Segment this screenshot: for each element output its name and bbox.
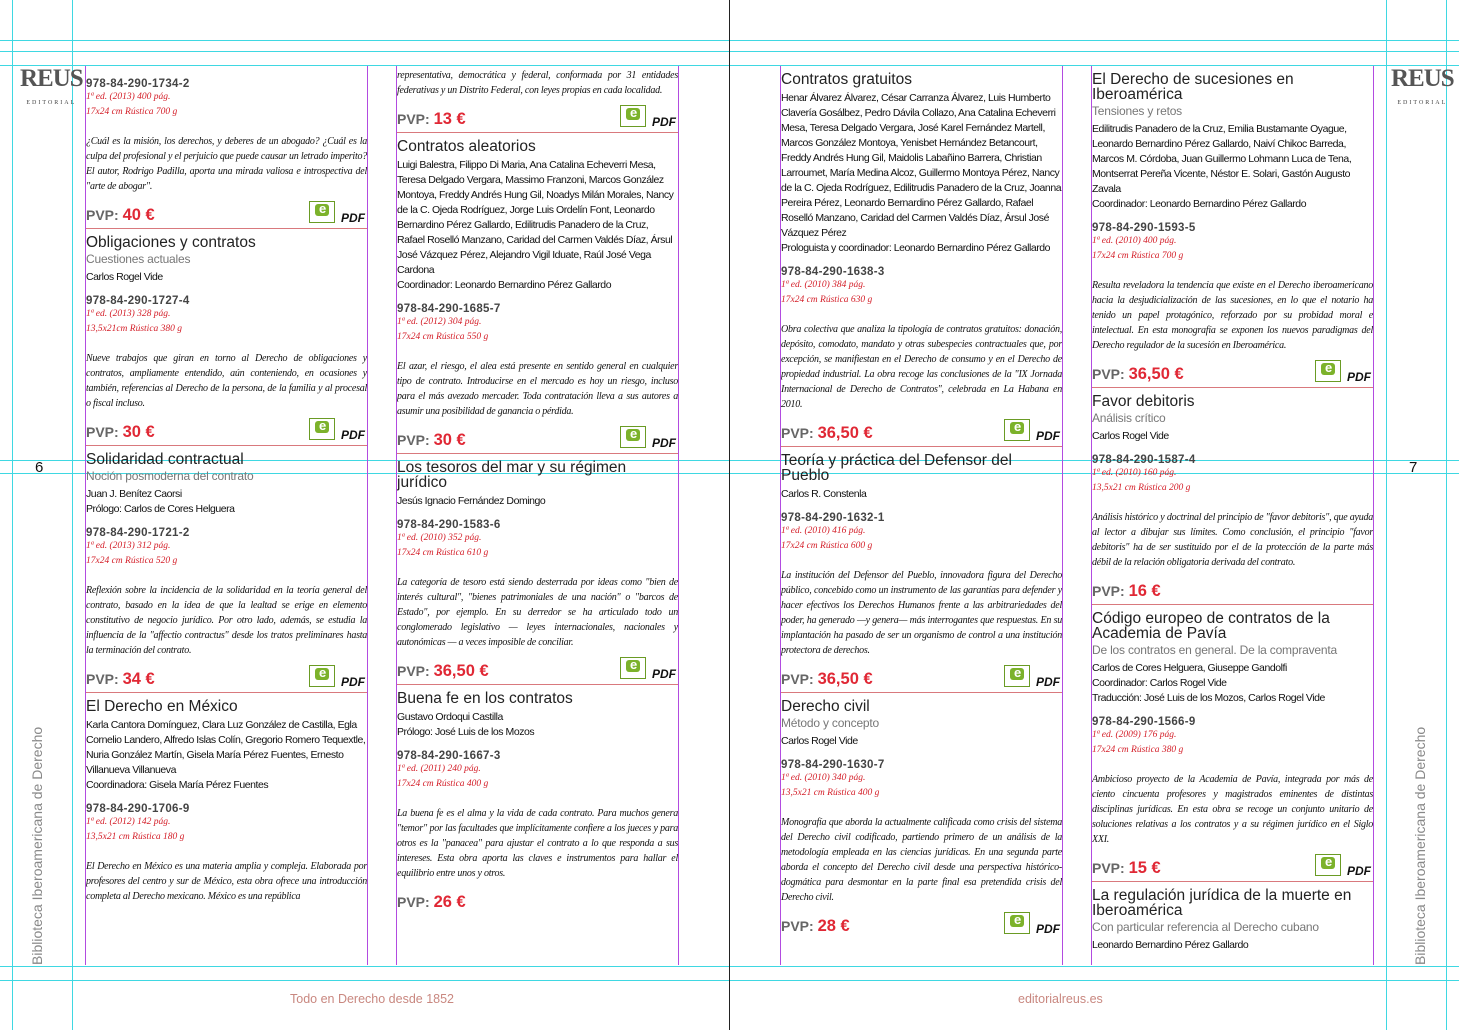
- pvp-label: PVP:: [397, 894, 430, 910]
- book-description: Nueve trabajos que giran en torno al Derecho de obligaciones y contratos, ampliamente entendido, aún conteniendo, en ocasiones y también, referencias al Derecho de la persona, de la familia y al procesal o fiscal incluso.: [86, 353, 367, 409]
- book-entry: [1092, 66, 1373, 388]
- book-title: La regulación jurídica de la muerte en Iberoamérica: [1092, 887, 1352, 919]
- author-line: Gustavo Ordoqui Castilla: [397, 711, 503, 723]
- price-label: [397, 431, 466, 450]
- pdf-label[interactable]: PDF: [1036, 675, 1060, 689]
- book-format: 17x24 cm Rústica 380 g: [1092, 745, 1184, 755]
- book-format: 13,5x21 cm Rústica 400 g: [781, 788, 880, 798]
- book-entry: [397, 685, 678, 915]
- book-authors: [1092, 938, 1373, 953]
- price-value: 36,50 €: [1128, 365, 1184, 383]
- book-entry: [86, 66, 367, 229]
- price-label: [781, 424, 873, 443]
- book-authors: [1092, 122, 1373, 212]
- price-label: [397, 662, 489, 681]
- book-entry: [397, 133, 678, 454]
- guide-line: [1446, 0, 1447, 1030]
- side-text-left: Biblioteca Iberoamericana de Derecho: [29, 726, 45, 965]
- price-value: 34 €: [122, 670, 155, 688]
- book-format: 13,5x21 cm Rústica 180 g: [86, 832, 185, 842]
- book-subtitle: De los contratos en general. De la compraventa: [1092, 643, 1337, 657]
- author-line: Juan J. Benítez Caorsi: [86, 488, 182, 500]
- book-isbn: 978-84-290-1734-2: [86, 78, 190, 90]
- book-isbn: 978-84-290-1593-5: [1092, 222, 1196, 234]
- price-row: [1092, 361, 1373, 387]
- book-subtitle: Método y concepto: [781, 716, 879, 730]
- book-authors: [1092, 429, 1373, 444]
- guide-line: [72, 0, 73, 1030]
- guide-line: [1386, 0, 1387, 1030]
- author-line: Carlos Rogel Vide: [1092, 430, 1169, 442]
- author-line: Coordinador: Leonardo Bernardino Pérez Gallardo: [397, 279, 612, 291]
- book-description: La buena fe es el alma y la vida de cada contrato. Para muchos genera "temor" por las facultades que implícitamente confiere a los jueces y para otros es la "panacea" para ajustar el contrato a lo que responda a sus intereses. Esta obra aporta las claves e instrumentos para hallar el equilibrio entre unos y otros.: [397, 808, 678, 879]
- price-value: 30 €: [433, 431, 466, 449]
- pvp-label: PVP:: [1092, 860, 1125, 876]
- book-description: El azar, el riesgo, el alea está presente en sentido general en cualquier tipo de contrato. Introducirse en el mercado es hoy un riesgo, incluso para el más avezado mercader. Toda contratación lleva a sus autores a asumir una posibilidad de ganancia o pérdida.: [397, 361, 678, 417]
- book-format: 13,5x21cm Rústica 380 g: [86, 324, 183, 334]
- price-row: [397, 106, 678, 132]
- book-description: El Derecho en México es una materia amplia y compleja. Elaborada por profesores del centro y sur de México, esta obra ofrece una introducción completa al Derecho mexicano. México es una república: [86, 861, 367, 902]
- book-authors: [397, 494, 678, 509]
- book-edition: 1ª ed. (2009) 176 pág.: [1092, 730, 1177, 740]
- pvp-label: PVP:: [86, 207, 119, 223]
- price-label: [1092, 582, 1161, 601]
- price-row: [781, 420, 1062, 446]
- author-line: Carlos R. Constenla: [781, 488, 867, 500]
- book-edition: 1ª ed. (2010) 416 pág.: [781, 526, 866, 536]
- book-entry: [86, 446, 367, 693]
- catalog-column: [85, 66, 368, 965]
- book-isbn: 978-84-290-1706-9: [86, 803, 190, 815]
- price-label: [86, 423, 155, 442]
- book-entry: [781, 693, 1062, 939]
- book-edition: 1ª ed. (2010) 352 pág.: [397, 533, 482, 543]
- price-row: [781, 913, 1062, 939]
- book-authors: [781, 487, 1062, 502]
- book-title: Favor debitoris: [1092, 393, 1195, 410]
- book-authors: [86, 718, 367, 793]
- book-isbn: 978-84-290-1727-4: [86, 295, 190, 307]
- pvp-label: PVP:: [397, 111, 430, 127]
- book-subtitle: Cuestiones actuales: [86, 252, 191, 266]
- book-edition: 1ª ed. (2011) 240 pág.: [397, 764, 481, 774]
- author-line: Carlos Rogel Vide: [86, 271, 163, 283]
- book-format: 17x24 cm Rústica 520 g: [86, 556, 178, 566]
- book-description: La institución del Defensor del Pueblo, innovadora figura del Derecho público, concebido como un instrumento de las garantías para defender y hacer efectivos los Derechos Humanos frente a las arbitrariedades del poder, ha generado —y genera— más interrogantes que respuestas. En su implantación ha pasado de ser un organismo de control a una institución protectora de derechos.: [781, 570, 1062, 656]
- book-isbn: 978-84-290-1667-3: [397, 750, 501, 762]
- price-value: 36,50 €: [817, 424, 873, 442]
- book-isbn: 978-84-290-1685-7: [397, 303, 501, 315]
- book-isbn: 978-84-290-1721-2: [86, 527, 190, 539]
- book-isbn: 978-84-290-1630-7: [781, 759, 885, 771]
- book-entry: [781, 66, 1062, 447]
- book-authors: [86, 487, 367, 517]
- book-entry: [397, 454, 678, 685]
- book-title: Contratos aleatorios: [397, 138, 536, 155]
- book-title: El Derecho de sucesiones en Iberoamérica: [1092, 71, 1294, 103]
- book-authors: [1092, 661, 1373, 706]
- pvp-label: PVP:: [781, 425, 814, 441]
- price-label: [1092, 859, 1161, 878]
- ebook-icon[interactable]: [309, 665, 335, 687]
- book-entry: [1092, 882, 1373, 953]
- book-subtitle: Con particular referencia al Derecho cubano: [1092, 920, 1319, 934]
- book-isbn: 978-84-290-1632-1: [781, 512, 885, 524]
- price-label: [781, 670, 873, 689]
- author-line: Leonardo Bernardino Pérez Gallardo: [1092, 939, 1249, 951]
- price-value: 16 €: [1128, 582, 1161, 600]
- book-entry: [781, 447, 1062, 693]
- price-value: 36,50 €: [433, 662, 489, 680]
- book-isbn: 978-84-290-1583-6: [397, 519, 501, 531]
- ebook-icon[interactable]: [1004, 665, 1030, 687]
- book-entry: [1092, 388, 1373, 605]
- author-line: Henar Álvarez Álvarez, César Carranza Álvarez, Luis Humberto Clavería Gosálbez, Pedro Dávila Collazo, Ana Catalina Echeverri Mesa, Teresa Delgado Vergara, José Karel Fernández Martell, Marcos González Montoya, Yenisbet Hernández Betancourt, Freddy Andrés Hung Gil, Maidolis Labañino Barrera, Christian Larroumet, María Medina Alcoz, Guillermo Montoya Pérez, Nancy de la C. Ojeda Rodríguez, Edilitrudis Panadero de la Cruz, Joanna Pereira Pérez, Leonardo Bernardino Pérez Gallardo, Rafael Roselló Manzano, Caridad del Carmen Valdés Díaz, Ársul José Vázquez Pérez: [781, 92, 1062, 239]
- pdf-label[interactable]: PDF: [1347, 864, 1371, 878]
- book-title: Solidaridad contractual: [86, 451, 244, 468]
- page-number-right: 7: [1409, 459, 1418, 476]
- author-line: Coordinadora: Gisela María Pérez Fuentes: [86, 779, 269, 791]
- book-entry: [86, 229, 367, 446]
- book-description: Reflexión sobre la incidencia de la solidaridad en la teoría general del contrato, basado en la idea de que la lealtad se erige en elemento constitutivo de negocio jurídico. Por otro lado, además, se estudia la influencia de la "affectio contractus" desde los tratos preliminares hasta la terminación del contrato.: [86, 585, 367, 656]
- guide-line: [12, 0, 13, 1030]
- price-value: 28 €: [817, 917, 850, 935]
- price-row: [397, 889, 678, 915]
- book-format: 17x24 cm Rústica 400 g: [397, 779, 489, 789]
- book-edition: 1ª ed. (2010) 340 pág.: [781, 773, 866, 783]
- pdf-label[interactable]: PDF: [652, 436, 676, 450]
- book-description: Resulta reveladora la tendencia que existe en el Derecho iberoamericano hacia la desjudicialización de las sucesiones, en lo que el notario ha tenido un papel protagónico, reforzado por su probidad moral e intelectual. En esta monografía se exponen los nuevos paradigmas del Derecho regulador de la sucesión en Iberoamérica.: [1092, 280, 1373, 351]
- author-line: Coordinador: Carlos Rogel Vide: [1092, 677, 1227, 689]
- book-format: 17x24 cm Rústica 600 g: [781, 541, 873, 551]
- pdf-label[interactable]: PDF: [341, 211, 365, 225]
- book-format: 17x24 cm Rústica 700 g: [86, 107, 178, 117]
- footer-website[interactable]: editorialreus.es: [1018, 992, 1103, 1006]
- pdf-label[interactable]: PDF: [652, 115, 676, 129]
- book-edition: 1ª ed. (2010) 400 pág.: [1092, 236, 1177, 246]
- book-title: Código europeo de contratos de la Academia de Pavía: [1092, 610, 1330, 642]
- author-line: Prólogo: Carlos de Cores Helguera: [86, 503, 235, 515]
- pvp-label: PVP:: [781, 671, 814, 687]
- price-value: 40 €: [122, 206, 155, 224]
- ebook-icon[interactable]: [1315, 854, 1341, 876]
- pdf-label[interactable]: PDF: [1036, 922, 1060, 936]
- book-edition: 1ª ed. (2010) 384 pág.: [781, 280, 866, 290]
- price-value: 15 €: [1128, 859, 1161, 877]
- reus-logo-right: REUS EDITORIAL: [1391, 65, 1454, 106]
- price-label: [1092, 365, 1184, 384]
- reus-logo-left: REUS EDITORIAL: [20, 65, 83, 106]
- price-row: [1092, 578, 1373, 604]
- book-format: 17x24 cm Rústica 550 g: [397, 332, 489, 342]
- side-text-right: Biblioteca Iberoamericana de Derecho: [1412, 726, 1428, 965]
- book-format: 17x24 cm Rústica 700 g: [1092, 251, 1184, 261]
- book-description: Monografía que aborda la actualmente calificada como crisis del sistema del Derecho civil codificado, partiendo primero de un análisis de la metodología empleada en las ciencias jurídicas. En una segunda parte aborda el concepto del Derecho civil desde una perspectiva histórico-dogmática para desmontar en la parte final esa pretendida crisis del Derecho civil.: [781, 817, 1062, 903]
- price-row: [86, 202, 367, 228]
- book-title: Teoría y práctica del Defensor del Pueblo: [781, 452, 1012, 484]
- catalog-column: [1091, 66, 1374, 965]
- pvp-label: PVP:: [397, 432, 430, 448]
- book-authors: [781, 91, 1062, 256]
- book-title: El Derecho en México: [86, 698, 238, 715]
- pvp-label: PVP:: [781, 918, 814, 934]
- price-label: [397, 893, 466, 912]
- ebook-icon[interactable]: [1004, 419, 1030, 441]
- price-label: [86, 670, 155, 689]
- book-description: Análisis histórico y doctrinal del principio de "favor debitoris", que ayuda al lector a dibujar sus límites. Como conclusión, el principio "favor debitoris" ha de ser sustituido por el de la protección de la parte más débil de la relación obligatoria derivada del contrato.: [1092, 512, 1373, 568]
- book-edition: 1ª ed. (2012) 142 pág.: [86, 817, 171, 827]
- ebook-icon[interactable]: [620, 657, 646, 679]
- ebook-icon[interactable]: [1315, 360, 1341, 382]
- price-value: 26 €: [433, 893, 466, 911]
- pdf-label[interactable]: PDF: [1036, 429, 1060, 443]
- ebook-icon[interactable]: [1004, 912, 1030, 934]
- price-label: [781, 917, 850, 936]
- book-edition: 1ª ed. (2010) 160 pág.: [1092, 468, 1177, 478]
- pdf-label[interactable]: PDF: [652, 667, 676, 681]
- book-subtitle: Análisis crítico: [1092, 411, 1166, 425]
- pvp-label: PVP:: [86, 424, 119, 440]
- author-line: Coordinador: Leonardo Bernardino Pérez Gallardo: [1092, 198, 1307, 210]
- ebook-icon[interactable]: [620, 105, 646, 127]
- price-label: [397, 110, 466, 129]
- footer-slogan: Todo en Derecho desde 1852: [290, 992, 455, 1006]
- book-subtitle: Tensiones y retos: [1092, 104, 1182, 118]
- book-edition: 1ª ed. (2012) 304 pág.: [397, 317, 482, 327]
- author-line: Karla Cantora Domínguez, Clara Luz González de Castilla, Egla Cornelio Landero, Alfredo Islas Colín, Gregorio Romero Tequextle, Nuria González Martín, Gisela María Pérez Fuentes, Ernesto Villanueva Villanueva: [86, 719, 366, 776]
- book-title: Contratos gratuitos: [781, 71, 912, 88]
- book-description: representativa, democrática y federal, conformada por 31 entidades federativas y un Distrito Federal, con leyes propias en cada localidad.: [397, 70, 678, 96]
- price-row: [397, 427, 678, 453]
- catalog-column: [780, 66, 1063, 965]
- book-entry: [397, 66, 678, 133]
- catalog-column: [396, 66, 679, 965]
- price-row: [1092, 855, 1373, 881]
- price-row: [86, 419, 367, 445]
- book-edition: 1ª ed. (2013) 400 pág.: [86, 92, 171, 102]
- pvp-label: PVP:: [86, 671, 119, 687]
- book-description: ¿Cuál es la misión, los derechos, y deberes de un abogado? ¿Cuál es la culpa del profesional y el perjuicio que puede causar un letrado imperito? El autor, Rodrigo Padilla, aporta una mirada valiosa e introspectiva del "arte de abogar".: [86, 136, 367, 192]
- author-line: Jesús Ignacio Fernández Domingo: [397, 495, 546, 507]
- book-authors: [397, 710, 678, 740]
- book-description: Ambicioso proyecto de la Academia de Pavía, integrada por más de ciento cincuenta profesores y magistrados eminentes de distintas disciplinas jurídicas. En esta obra se recoge un conjunto unitario de soluciones relativas a los contratos y a su régimen jurídico en el Siglo XXI.: [1092, 774, 1373, 845]
- book-format: 17x24 cm Rústica 610 g: [397, 548, 489, 558]
- page-spread-divider: [729, 0, 730, 1030]
- book-authors: [86, 270, 367, 285]
- author-line: Edilitrudis Panadero de la Cruz, Emilia Bustamante Oyague, Leonardo Bernardino Pérez Gallardo, Naiví Chikoc Barreda, Marcos M. Córdoba, Juan Guillermo Lohmann Luca de Tena, Montserrat Pereña Vicente, Néstor E. Solari, Gastón Augusto Zavala: [1092, 123, 1352, 195]
- book-subtitle: Noción posmoderna del contrato: [86, 469, 254, 483]
- book-edition: 1ª ed. (2013) 312 pág.: [86, 541, 171, 551]
- price-row: [781, 666, 1062, 692]
- book-authors: [397, 158, 678, 293]
- price-row: [397, 658, 678, 684]
- price-label: [86, 206, 155, 225]
- ebook-icon[interactable]: [620, 426, 646, 448]
- book-description: Obra colectiva que analiza la tipología de contratos gratuitos: donación, depósito, comodato, mandato y otras subespecies contractuales que, por excepción, se manifiestan en el Derecho de consumo y en el Derecho de propiedad industrial. La obra recoge las conclusiones de la "IX Jornada Internacional de Derecho de Contratos", celebrada en La Habana en 2010.: [781, 324, 1062, 410]
- ebook-icon[interactable]: [309, 201, 335, 223]
- pvp-label: PVP:: [397, 663, 430, 679]
- book-title: Derecho civil: [781, 698, 870, 715]
- pdf-label[interactable]: PDF: [1347, 370, 1371, 384]
- book-entry: [1092, 605, 1373, 882]
- author-line: Traducción: José Luis de los Mozos, Carlos Rogel Vide: [1092, 692, 1325, 704]
- book-title: Obligaciones y contratos: [86, 234, 256, 251]
- author-line: Carlos Rogel Vide: [781, 735, 858, 747]
- book-authors: [781, 734, 1062, 749]
- book-format: 17x24 cm Rústica 630 g: [781, 295, 873, 305]
- book-entry: [86, 693, 367, 904]
- pvp-label: PVP:: [1092, 583, 1125, 599]
- author-line: Carlos de Cores Helguera, Giuseppe Gandolfi: [1092, 662, 1287, 674]
- book-format: 13,5x21 cm Rústica 200 g: [1092, 483, 1191, 493]
- pdf-label[interactable]: PDF: [341, 675, 365, 689]
- book-title: Los tesoros del mar y su régimen jurídico: [397, 459, 627, 491]
- pdf-label[interactable]: PDF: [341, 428, 365, 442]
- author-line: Luigi Balestra, Filippo Di Maria, Ana Catalina Echeverri Mesa, Teresa Delgado Vergara, Massimo Franzoni, Marcos González Montoya, Freddy Andrés Hung Gil, Noadys Milán Morales, Nancy de la C. Ojeda Rodríguez, Jorge Luis Ordelín Font, Leonardo Bernardino Pérez Gallardo, Edilitrudis Panadero de la Cruz, Rafael Roselló Manzano, Caridad del Carmen Valdés Díaz, Ársul José Vázquez Pérez, Alejandro Vigil Iduate, Raúl José Vega Cardona: [397, 159, 674, 276]
- price-value: 30 €: [122, 423, 155, 441]
- book-isbn: 978-84-290-1587-4: [1092, 454, 1196, 466]
- book-isbn: 978-84-290-1638-3: [781, 266, 885, 278]
- price-value: 36,50 €: [817, 670, 873, 688]
- price-row: [86, 666, 367, 692]
- author-line: Prologuista y coordinador: Leonardo Bernardino Pérez Gallardo: [781, 242, 1051, 254]
- ebook-icon[interactable]: [309, 418, 335, 440]
- book-isbn: 978-84-290-1566-9: [1092, 716, 1196, 728]
- page-number-left: 6: [35, 459, 44, 476]
- book-title: Buena fe en los contratos: [397, 690, 573, 707]
- book-edition: 1ª ed. (2013) 328 pág.: [86, 309, 171, 319]
- book-description: La categoría de tesoro está siendo desterrada por ideas como "bien de interés cultural", "bienes patrimoniales de una nación" o "barcos de Estado", por ejemplo. En su derredor se ha articulado todo un conglomerado legislativo — leyes internacionales, nacionales y autonómicas — a veces imposible de conciliar.: [397, 577, 678, 648]
- author-line: Prólogo: José Luis de los Mozos: [397, 726, 535, 738]
- pvp-label: PVP:: [1092, 366, 1125, 382]
- price-value: 13 €: [433, 110, 466, 128]
